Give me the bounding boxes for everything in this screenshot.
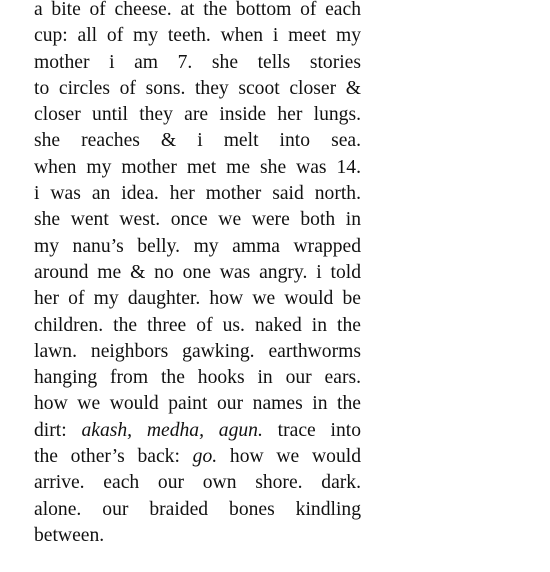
poem-line: she went west. once we were both in (34, 209, 361, 231)
poem-line-text: dirt: (34, 419, 82, 441)
poem-line: when my mother met me she was 14. (34, 156, 361, 178)
poem-line-text: trace into (262, 419, 361, 441)
poem-line: mother i am 7. she tells stories (34, 51, 361, 73)
poem-line: she reaches & i melt into sea. (34, 130, 361, 152)
poem-line: closer until they are inside her lungs. (34, 104, 361, 126)
poem-line: to circles of sons. they scoot closer & (34, 77, 361, 99)
poem-line-with-italics (34, 444, 361, 470)
poem-text-block (34, 0, 361, 549)
poem-line: alone. our braided bones kindling (34, 498, 361, 520)
poem-line-italic-text: go. (192, 446, 218, 468)
poem-line: children. the three of us. naked in the (34, 314, 361, 336)
poem-line-italic-text: akash, medha, agun. (81, 419, 263, 441)
poem-line: i was an idea. her mother said north. (34, 183, 361, 205)
poem-line: a bite of cheese. at the bottom of each (34, 0, 361, 20)
poem-line: her of my daughter. how we would be (34, 288, 361, 310)
poem-line: around me & no one was angry. i told (34, 261, 361, 283)
poem-line-text: the other’s back: (34, 446, 193, 468)
poem-line: my nanu’s belly. my amma wrapped (34, 235, 361, 257)
poem-line-with-italics (34, 418, 361, 444)
poem-line: how we would paint our names in the (34, 393, 361, 415)
poem-line: arrive. each our own shore. dark. (34, 472, 361, 494)
poem-line: hanging from the hooks in our ears. (34, 367, 361, 389)
poem-line-text: how we would (217, 446, 361, 468)
poem-line-final: between. (34, 524, 105, 546)
poem-line: cup: all of my teeth. when i meet my (34, 25, 361, 47)
poem-line: lawn. neighbors gawking. earthworms (34, 340, 361, 362)
